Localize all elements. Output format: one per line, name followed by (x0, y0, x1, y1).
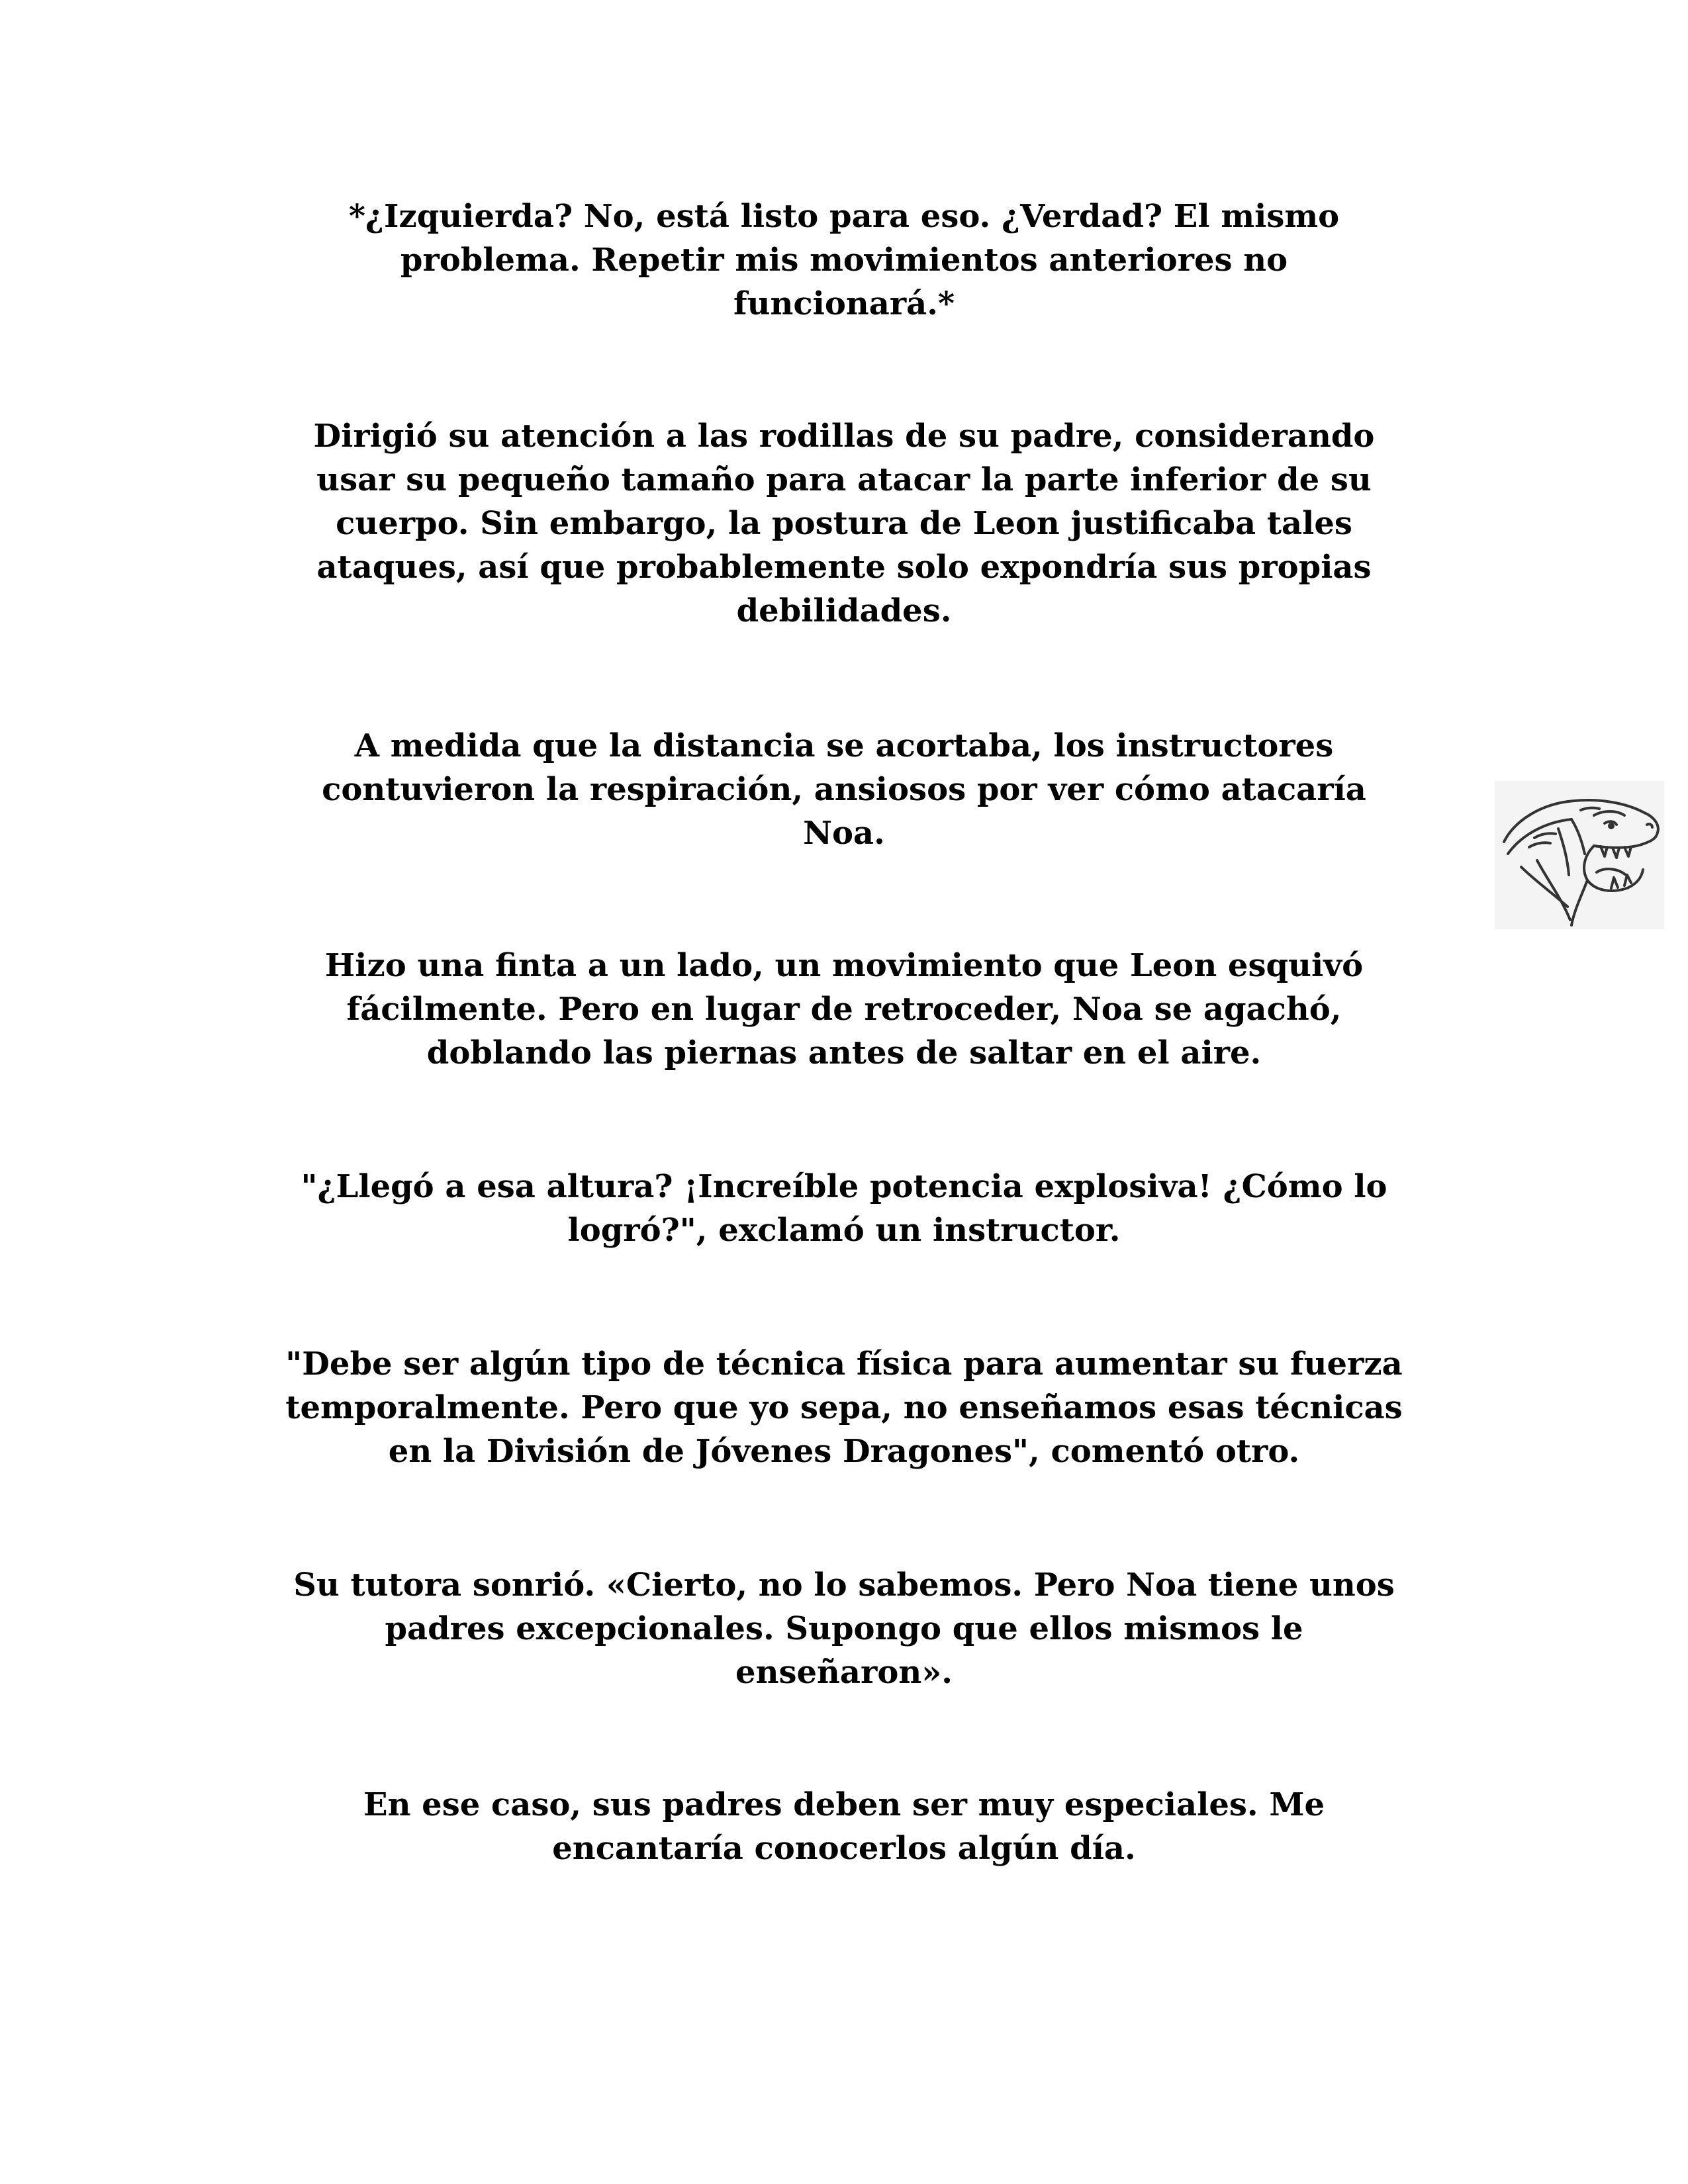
paragraph-3: A medida que la distancia se acortaba, los instructores contuvieron la respiración, ansiosos por ver cómo atacaría Noa. (322, 727, 1366, 852)
paragraph-4: Hizo una finta a un lado, un movimiento que Leon esquivó fácilmente. Pero en lugar de retroceder, Noa se agachó, doblando las piernas antes de saltar en el aire. (324, 947, 1364, 1071)
paragraph-1: *¿Izquierda? No, está listo para eso. ¿Verdad? El mismo problema. Repetir mis movimientos anteriores no funcionará.* (348, 198, 1340, 322)
paragraph-8: En ese caso, sus padres deben ser muy especiales. Me encantaría conocerlos algún día. (363, 1786, 1325, 1867)
paragraph-5: "¿Llegó a esa altura? ¡Increíble potencia explosiva! ¿Cómo lo logró?", exclamó un instructor. (301, 1168, 1387, 1249)
paragraph-2: Dirigió su atención a las rodillas de su padre, considerando usar su pequeño tamaño para atacar la parte inferior de su cuerpo. Sin embargo, la postura de Leon justificaba tales ataques, así que probablemente solo expondría sus propias debilidades. (313, 418, 1375, 629)
paragraph-7: Su tutora sonrió. «Cierto, no lo sabemos. Pero Noa tiene unos padres excepcionales. Supongo que ellos mismos le enseñaron». (293, 1567, 1395, 1691)
paragraph-6: "Debe ser algún tipo de técnica física para aumentar su fuerza temporalmente. Pero que yo sepa, no enseñamos esas técnicas en la División de Jóvenes Dragones", comentó otro. (285, 1345, 1403, 1470)
dinosaur-head-icon (1495, 781, 1664, 929)
